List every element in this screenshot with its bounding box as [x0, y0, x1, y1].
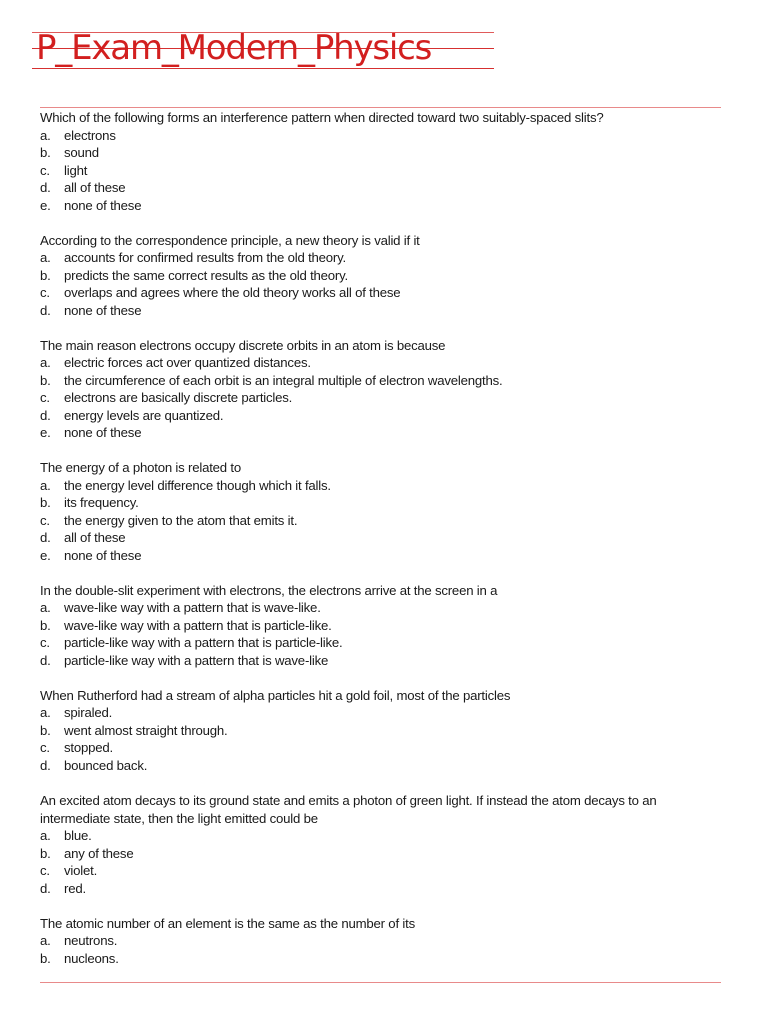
- option-letter: b.: [40, 722, 51, 738]
- option-letter: d.: [40, 407, 51, 423]
- option-d: [40, 880, 730, 898]
- option-letter: d.: [40, 530, 51, 546]
- option-letter: d.: [40, 757, 51, 773]
- option-list: [40, 249, 730, 319]
- option-text: bounced back.: [64, 757, 148, 773]
- question-3: [40, 337, 730, 442]
- option-letter: c.: [40, 863, 50, 879]
- option-text: energy levels are quantized.: [64, 407, 224, 423]
- option-letter: e.: [40, 547, 51, 563]
- question-stem: When Rutherford had a stream of alpha particles hit a gold foil, most of the particles: [40, 687, 511, 703]
- option-text: wave-like way with a pattern that is particle-like.: [64, 617, 332, 633]
- option-text: neutrons.: [64, 933, 118, 949]
- question-4: [40, 459, 730, 564]
- option-text: particle-like way with a pattern that is particle-like.: [64, 635, 343, 651]
- option-c: [40, 389, 730, 407]
- option-letter: b.: [40, 950, 51, 966]
- option-list: [40, 599, 730, 669]
- option-a: [40, 354, 730, 372]
- option-text: went almost straight through.: [64, 722, 228, 738]
- option-letter: d.: [40, 880, 51, 896]
- option-d: [40, 407, 730, 425]
- page-title: P_Exam_Modern_Physics: [36, 28, 432, 68]
- option-letter: d.: [40, 302, 51, 318]
- option-a: [40, 599, 730, 617]
- option-text: the circumference of each orbit is an integral multiple of electron wavelengths.: [64, 372, 503, 388]
- option-text: accounts for confirmed results from the old theory.: [64, 250, 347, 266]
- option-c: [40, 634, 730, 652]
- option-c: [40, 739, 730, 757]
- option-a: [40, 477, 730, 495]
- question-5: [40, 582, 730, 670]
- option-list: [40, 827, 730, 897]
- option-text: red.: [64, 880, 86, 896]
- option-b: [40, 267, 730, 285]
- question-stem: The atomic number of an element is the same as the number of its: [40, 915, 415, 931]
- question-stem: The main reason electrons occupy discrete orbits in an atom is because: [40, 337, 446, 353]
- question-1: [40, 109, 730, 214]
- option-list: [40, 477, 730, 565]
- option-list: [40, 932, 730, 967]
- option-a: [40, 704, 730, 722]
- option-text: electrons are basically discrete particles.: [64, 390, 293, 406]
- question-stem: In the double-slit experiment with electrons, the electrons arrive at the screen in a: [40, 582, 498, 598]
- option-b: [40, 617, 730, 635]
- option-text: violet.: [64, 863, 98, 879]
- option-list: [40, 127, 730, 215]
- option-a: [40, 932, 730, 950]
- option-text: spiraled.: [64, 705, 113, 721]
- option-letter: d.: [40, 652, 51, 668]
- option-list: [40, 354, 730, 442]
- question-7: [40, 792, 730, 897]
- option-a: [40, 127, 730, 145]
- option-text: the energy given to the atom that emits it.: [64, 512, 298, 528]
- option-b: [40, 494, 730, 512]
- option-text: predicts the same correct results as the old theory.: [64, 267, 349, 283]
- question-stem: An excited atom decays to its ground state and emits a photon of green light. If instead the atom decays to an intermediate state, then the light emitted could be: [40, 793, 657, 826]
- option-letter: a.: [40, 600, 51, 616]
- option-e: [40, 424, 730, 442]
- option-text: the energy level difference though which it falls.: [64, 477, 331, 493]
- option-b: [40, 950, 730, 968]
- option-b: [40, 845, 730, 863]
- option-text: light: [64, 162, 88, 178]
- option-d: [40, 179, 730, 197]
- question-8: [40, 915, 730, 968]
- option-b: [40, 144, 730, 162]
- option-d: [40, 302, 730, 320]
- option-letter: b.: [40, 845, 51, 861]
- option-e: [40, 547, 730, 565]
- option-letter: a.: [40, 477, 51, 493]
- option-letter: c.: [40, 285, 50, 301]
- option-d: [40, 529, 730, 547]
- page-header: [32, 20, 502, 76]
- option-text: electric forces act over quantized distances.: [64, 355, 311, 371]
- question-6: [40, 687, 730, 775]
- option-letter: a.: [40, 933, 51, 949]
- option-text: any of these: [64, 845, 134, 861]
- option-text: none of these: [64, 302, 142, 318]
- option-letter: b.: [40, 495, 51, 511]
- option-letter: b.: [40, 267, 51, 283]
- option-list: [40, 704, 730, 774]
- option-c: [40, 284, 730, 302]
- option-letter: a.: [40, 705, 51, 721]
- bottom-divider: [40, 982, 721, 983]
- option-letter: c.: [40, 162, 50, 178]
- option-text: wave-like way with a pattern that is wave-like.: [64, 600, 321, 616]
- question-stem: The energy of a photon is related to: [40, 460, 242, 476]
- option-text: none of these: [64, 547, 142, 563]
- option-a: [40, 827, 730, 845]
- question-stem: According to the correspondence principle, a new theory is valid if it: [40, 232, 420, 248]
- option-letter: a.: [40, 355, 51, 371]
- option-letter: a.: [40, 250, 51, 266]
- option-text: electrons: [64, 127, 116, 143]
- option-b: [40, 722, 730, 740]
- option-text: sound: [64, 145, 99, 160]
- question-list: [40, 109, 730, 985]
- option-letter: b.: [40, 617, 51, 633]
- option-letter: e.: [40, 197, 51, 213]
- question-stem: Which of the following forms an interference pattern when directed toward two suitably-spaced slits?: [40, 110, 604, 125]
- option-text: all of these: [64, 530, 126, 546]
- option-text: blue.: [64, 828, 92, 844]
- option-text: nucleons.: [64, 950, 119, 966]
- question-2: [40, 232, 730, 320]
- option-text: its frequency.: [64, 495, 139, 511]
- option-c: [40, 162, 730, 180]
- option-text: none of these: [64, 425, 142, 441]
- option-d: [40, 757, 730, 775]
- option-b: [40, 372, 730, 390]
- option-letter: c.: [40, 740, 50, 756]
- option-text: stopped.: [64, 740, 113, 756]
- option-c: [40, 862, 730, 880]
- option-text: all of these: [64, 180, 126, 195]
- option-letter: b.: [40, 145, 51, 160]
- option-letter: c.: [40, 390, 50, 406]
- option-letter: a.: [40, 127, 51, 143]
- option-text: particle-like way with a pattern that is wave-like: [64, 652, 329, 668]
- option-c: [40, 512, 730, 530]
- option-letter: d.: [40, 180, 51, 195]
- option-letter: c.: [40, 635, 50, 651]
- option-d: [40, 652, 730, 670]
- option-e: [40, 197, 730, 215]
- option-text: none of these: [64, 197, 142, 213]
- option-letter: e.: [40, 425, 51, 441]
- top-divider: [40, 107, 721, 108]
- option-letter: b.: [40, 372, 51, 388]
- option-a: [40, 249, 730, 267]
- option-letter: c.: [40, 512, 50, 528]
- option-text: overlaps and agrees where the old theory works all of these: [64, 285, 401, 301]
- option-letter: a.: [40, 828, 51, 844]
